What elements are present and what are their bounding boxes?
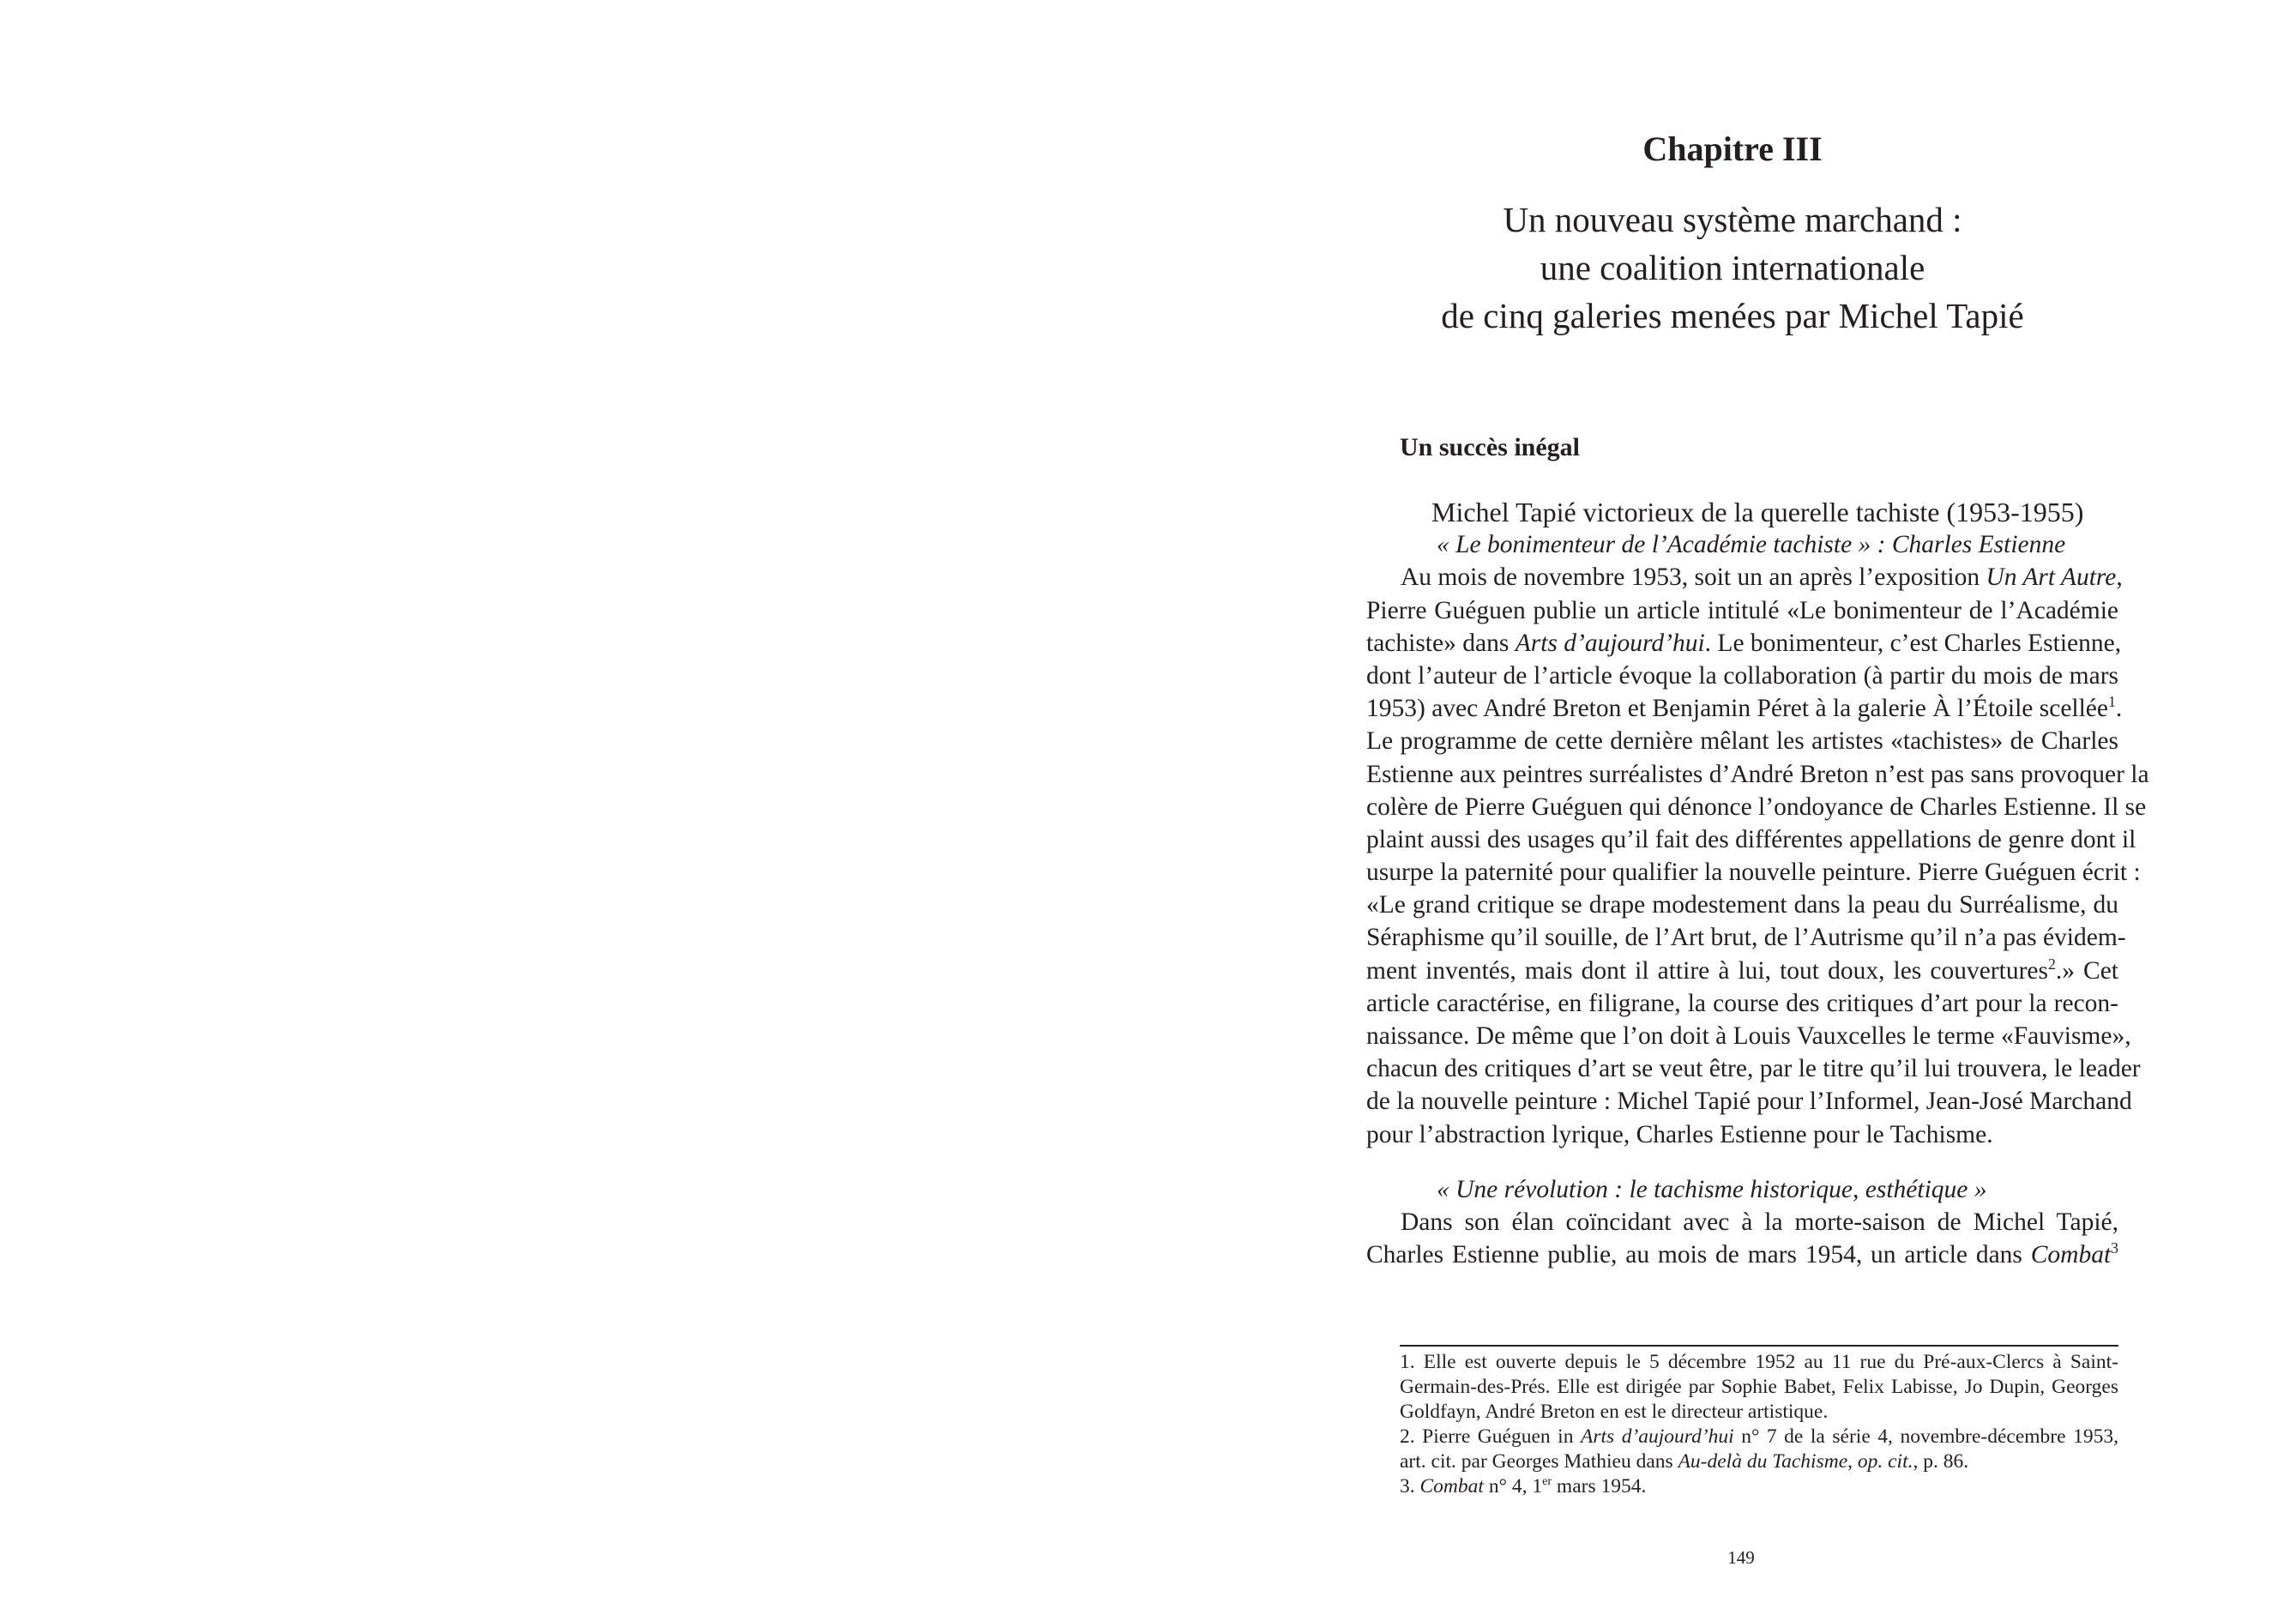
paragraph-line: Charles Estienne publie, au mois de mars 1954, un article dans Combat$^3$: [1366, 1239, 2118, 1269]
main-text-second-section: [1366, 1173, 2118, 1272]
chapter-subtitle: [1355, 196, 2110, 340]
chapter-subtitle-line: Un nouveau système marchand :: [1503, 200, 1962, 239]
paragraph-line: Pierre Guéguen publie un article intitulé «Le bonimenteur de l’Académie: [1366, 596, 2118, 624]
footnote-3-line: 3. Combat n° 4, 1er mars 1954.: [1400, 1474, 1647, 1497]
paragraph-line: chacun des critiques d’art se veut être, par le titre qu’il lui trouvera, le leader: [1366, 1055, 2141, 1083]
footnote-ref-2[interactable]: 2: [2047, 955, 2056, 973]
footnote-1-line: 1. Elle est ouverte depuis le 5 décembre 1952 au 11 rue du Pré-aux-Clercs à Saint-: [1400, 1351, 2118, 1373]
footnotes: [1400, 1350, 2118, 1499]
footnote-ref-1[interactable]: 1: [2108, 693, 2116, 711]
paragraph-line: plaint aussi des usages qu’il fait des différentes appellations de genre dont il: [1366, 825, 2136, 853]
subheading-bonimenteur: « Le bonimenteur de l’Académie tachiste » : Charles Estienne: [1437, 531, 2066, 559]
chapter-subtitle-line: de cinq galeries menées par Michel Tapié: [1441, 296, 2024, 335]
paragraph-line: Dans son élan coïncidant avec à la morte-saison de Michel Tapié,: [1401, 1208, 2118, 1237]
paragraph-line: article caractérise, en filigrane, la course des critiques d’art pour la recon-: [1366, 989, 2118, 1017]
footnote-divider: [1400, 1345, 2118, 1347]
chapter-subtitle-line: une coalition internationale: [1540, 248, 1925, 287]
paragraph-line: «Le grand critique se drape modestement dans la peau du Surréalisme, du: [1366, 891, 2118, 919]
paragraph-line: tachiste» dans Arts d’aujourd’hui. Le bonimenteur, c’est Charles Estienne,: [1366, 629, 2122, 657]
main-text-first-section: [1366, 496, 2149, 1151]
paragraph-line: Le programme de cette dernière mêlant les artistes «tachistes» de Charles: [1366, 727, 2118, 756]
paragraph-line: Estienne aux peintres surréalistes d’André Breton n’est pas sans provoquer la: [1366, 760, 2149, 788]
footnote-2-line: 2. Pierre Guéguen in Arts d’aujourd’hui n° 7 de la série 4, novembre-décembre 1953,: [1400, 1425, 2118, 1448]
page-number: 149: [1727, 1547, 1755, 1568]
paragraph-line: colère de Pierre Guéguen qui dénonce l’ondoyance de Charles Estienne. Il se: [1366, 792, 2147, 821]
paragraph-line: ment inventés, mais dont il attire à lui, tout doux, les couvertures$^2$.» Cet: [1366, 955, 2119, 985]
footnote-2-line: art. cit. par Georges Mathieu dans Au-delà du Tachisme, op. cit., p. 86.: [1400, 1450, 1969, 1473]
chapter-title: Chapitre III: [1642, 130, 1823, 168]
footnote-1-line: Germain-des-Prés. Elle est dirigée par Sophie Babet, Felix Labisse, Jo Dupin, Georges: [1400, 1376, 2118, 1398]
subheading-revolution: « Une révolution : le tachisme historique, esthétique »: [1437, 1176, 1987, 1203]
paragraph-line: Au mois de novembre 1953, soit un an après l’exposition Un Art Autre,: [1401, 563, 2123, 592]
paragraph-line: 1953) avec André Breton et Benjamin Péret à la galerie À l’Étoile scellée$^1$.: [1366, 693, 2123, 723]
paragraph-line: naissance. De même que l’on doit à Louis Vauxcelles le terme «Fauvisme»,: [1366, 1022, 2131, 1050]
paragraph-line: dont l’auteur de l’article évoque la collaboration (à partir du mois de mars: [1366, 661, 2118, 690]
footnote-1-line: Goldfayn, André Breton en est le directeur artistique.: [1400, 1401, 1829, 1423]
section-heading: Un succès inégal: [1400, 433, 1580, 461]
paragraph-line: Séraphisme qu’il souille, de l’Art brut, de l’Autrisme qu’il n’a pas évidem-: [1366, 924, 2126, 952]
paragraph-line: usurpe la paternité pour qualifier la nouvelle peinture. Pierre Guéguen écrit :: [1366, 859, 2141, 887]
subheading-tapie-victorieux: Michel Tapié victorieux de la querelle tachiste (1953-1955): [1431, 497, 2084, 527]
paragraph-line: de la nouvelle peinture : Michel Tapié pour l’Informel, Jean-José Marchand: [1366, 1088, 2132, 1116]
paragraph-line: pour l’abstraction lyrique, Charles Estienne pour le Tachisme.: [1366, 1120, 1993, 1148]
footnote-ref-3[interactable]: 3: [2111, 1239, 2118, 1257]
